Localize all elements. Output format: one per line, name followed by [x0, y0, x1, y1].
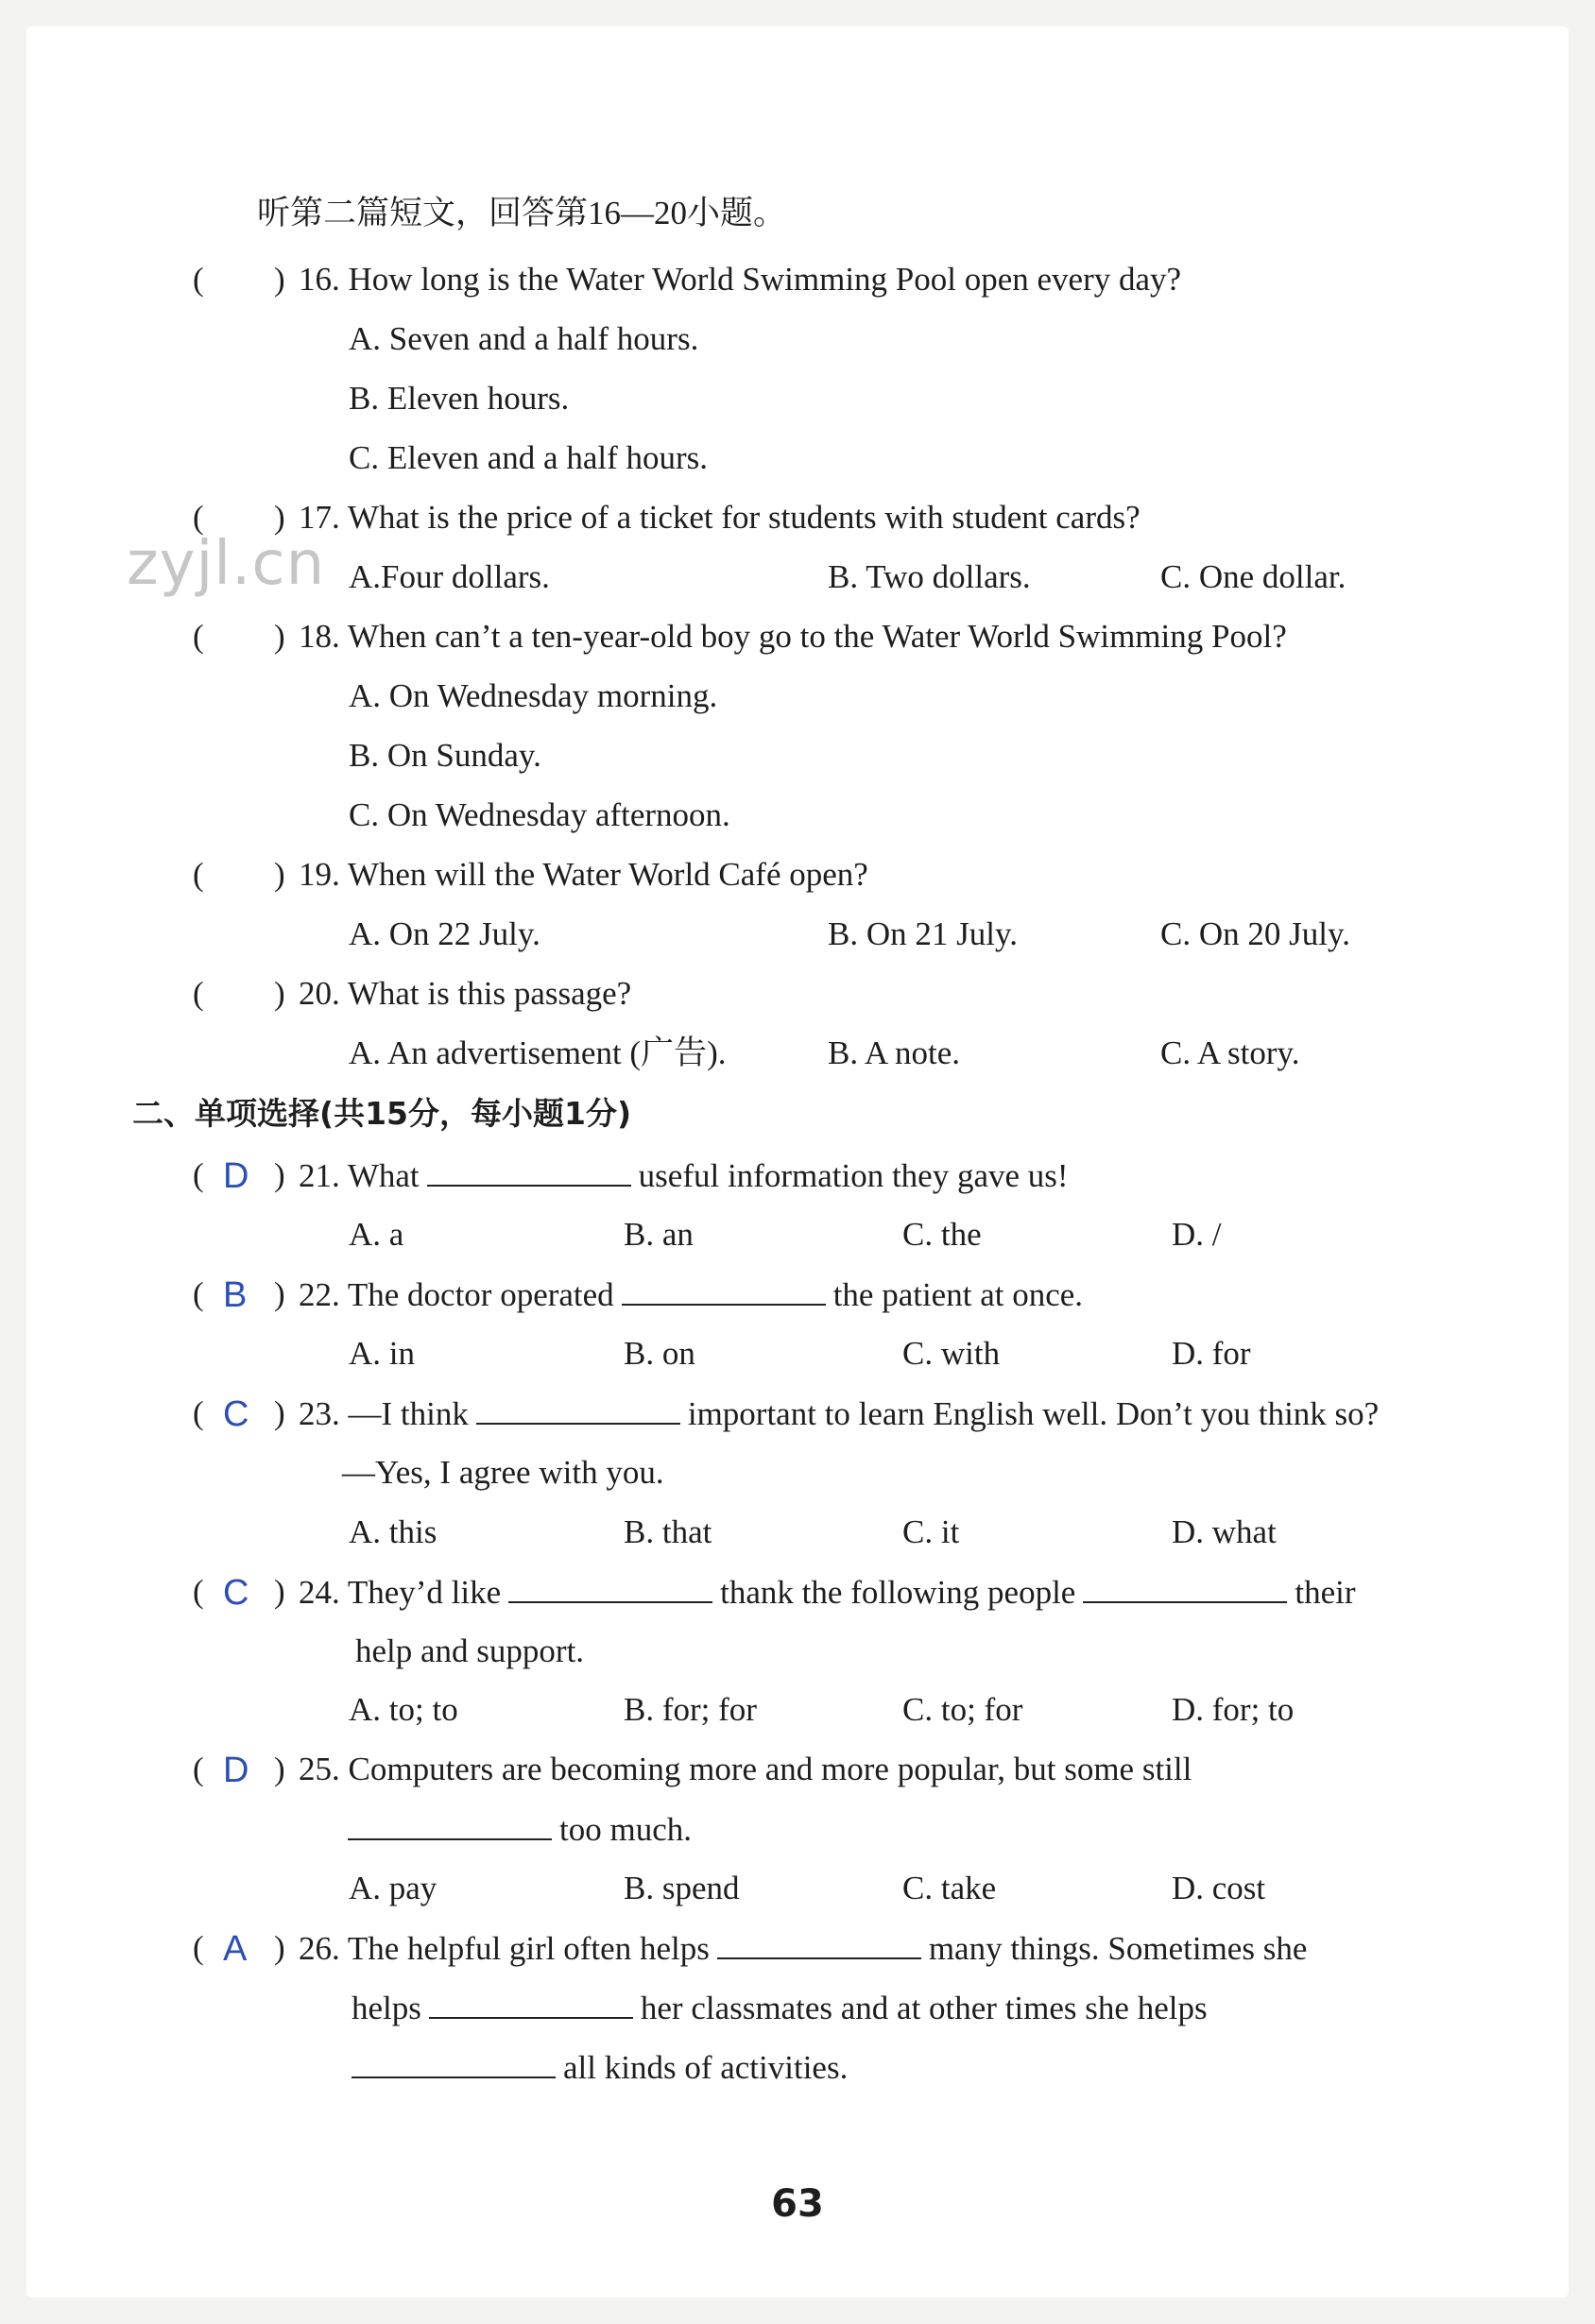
q23-line2: —Yes, I agree with you.	[342, 1454, 664, 1491]
q24-stem-post: their	[1295, 1574, 1356, 1611]
choice-section-heading: 二、单项选择(共15分，每小题1分)	[132, 1095, 632, 1132]
q26-line2-pre: helps	[352, 1990, 421, 2026]
q24-paren-close: )	[274, 1573, 285, 1610]
listening-heading: 听第二篇短文，回答第16—20小题。	[257, 195, 787, 231]
q20-paren-open: (	[193, 975, 204, 1012]
q22-option-c: C. with	[902, 1335, 1001, 1372]
q24-stem	[299, 1575, 1355, 1609]
q18-stem: 18. When can’t a ten-year-old boy go to the Water World Swimming Pool?	[299, 618, 1287, 655]
q18-option-a: A. On Wednesday morning.	[349, 677, 718, 714]
q19-option-c: C. On 20 July.	[1160, 915, 1350, 952]
q19-option-a: A. On 22 July.	[349, 915, 540, 952]
q26-line2-post: her classmates and at other times she helps	[640, 1990, 1208, 2026]
q17-option-c: C. One dollar.	[1160, 558, 1346, 595]
q19-paren-open: (	[193, 856, 204, 893]
q22-paren-open: (	[193, 1275, 204, 1312]
q21-option-b: B. an	[624, 1216, 694, 1253]
q24-blank-2	[1083, 1575, 1287, 1603]
q21-stem	[299, 1158, 1069, 1192]
q24-option-c: C. to; for	[902, 1691, 1023, 1728]
q23-paren-open: (	[193, 1394, 204, 1431]
q17-paren-close: )	[274, 499, 285, 536]
q26-line3-text: all kinds of activities.	[563, 2049, 849, 2086]
q26-line3	[352, 2050, 848, 2084]
q24-line2: help and support.	[355, 1632, 585, 1669]
q24-blank-1	[508, 1575, 712, 1603]
q25-answer: D	[223, 1751, 249, 1790]
q19-stem: 19. When will the Water World Café open?	[299, 856, 868, 893]
q25-option-d: D. cost	[1172, 1870, 1266, 1906]
q16-option-c: C. Eleven and a half hours.	[349, 439, 709, 476]
q26-blank-3	[352, 2050, 556, 2078]
q21-stem-post: useful information they gave us!	[638, 1157, 1069, 1194]
q17-option-b: B. Two dollars.	[828, 558, 1031, 595]
q16-option-b: B. Eleven hours.	[349, 380, 570, 417]
q21-answer: D	[223, 1156, 249, 1196]
q25-option-a: A. pay	[349, 1870, 437, 1906]
q20-option-c: C. A story.	[1160, 1034, 1300, 1071]
q17-option-a: A.Four dollars.	[349, 558, 550, 595]
q24-paren-open: (	[193, 1573, 204, 1610]
q24-stem-pre: 24. They’d like	[299, 1574, 502, 1611]
q26-answer: A	[223, 1929, 248, 1969]
q25-paren-close: )	[274, 1751, 285, 1787]
q24-stem-mid: thank the following people	[720, 1574, 1076, 1611]
q16-paren-close: )	[274, 261, 285, 298]
q22-answer: B	[223, 1275, 248, 1315]
q16-paren-open: (	[193, 261, 204, 298]
q23-stem-post: important to learn English well. Don’t you think so?	[687, 1395, 1380, 1432]
q22-paren-close: )	[274, 1275, 285, 1312]
q25-blank	[348, 1812, 552, 1840]
q25-paren-open: (	[193, 1751, 204, 1787]
q21-paren-close: )	[274, 1156, 285, 1193]
q22-option-b: B. on	[624, 1335, 695, 1372]
q23-option-c: C. it	[902, 1513, 960, 1550]
q25-stem: 25. Computers are becoming more and more popular, but some still	[299, 1751, 1192, 1787]
q26-paren-open: (	[193, 1929, 204, 1966]
q24-option-a: A. to; to	[349, 1691, 458, 1728]
q22-option-a: A. in	[349, 1335, 415, 1372]
q26-stem	[299, 1931, 1307, 1965]
q17-stem: 17. What is the price of a ticket for students with student cards?	[299, 499, 1141, 536]
q22-stem-pre: 22. The doctor operated	[299, 1276, 614, 1313]
q19-option-b: B. On 21 July.	[828, 915, 1018, 952]
q20-paren-close: )	[274, 975, 285, 1012]
watermark: zyjl.cn	[127, 529, 326, 599]
q21-option-c: C. the	[902, 1216, 982, 1253]
q24-answer: C	[223, 1573, 249, 1613]
q16-stem: 16. How long is the Water World Swimming Pool open every day?	[299, 261, 1182, 298]
q25-option-b: B. spend	[624, 1870, 740, 1906]
q21-stem-pre: 21. What	[299, 1157, 420, 1194]
q26-stem-post: many things. Sometimes she	[928, 1930, 1308, 1967]
q18-option-c: C. On Wednesday afternoon.	[349, 796, 730, 833]
q26-line2	[352, 1991, 1208, 2025]
q18-paren-close: )	[274, 618, 285, 655]
q26-blank-2	[429, 1991, 633, 2019]
q22-option-d: D. for	[1172, 1335, 1251, 1372]
q23-stem-pre: 23. —I think	[299, 1395, 469, 1432]
q25-option-c: C. take	[902, 1870, 997, 1906]
q21-blank	[427, 1158, 631, 1187]
q24-option-b: B. for; for	[624, 1691, 757, 1728]
q22-stem	[299, 1277, 1083, 1311]
q20-option-b: B. A note.	[828, 1034, 961, 1071]
q20-stem: 20. What is this passage?	[299, 975, 632, 1012]
q18-option-b: B. On Sunday.	[349, 737, 541, 774]
q25-line2	[348, 1812, 692, 1846]
q23-option-d: D. what	[1172, 1513, 1277, 1550]
q23-stem	[299, 1396, 1379, 1430]
q26-stem-pre: 26. The helpful girl often helps	[299, 1930, 710, 1967]
q22-stem-post: the patient at once.	[832, 1276, 1084, 1313]
q25-line2-text: too much.	[559, 1811, 692, 1848]
q23-paren-close: )	[274, 1394, 285, 1431]
page-number: 63	[771, 2182, 824, 2226]
q19-paren-close: )	[274, 856, 285, 893]
q23-blank	[476, 1396, 680, 1425]
q23-option-b: B. that	[624, 1513, 712, 1550]
q16-option-a: A. Seven and a half hours.	[349, 320, 699, 357]
q21-option-a: A. a	[349, 1216, 404, 1253]
q22-blank	[622, 1277, 826, 1306]
q21-paren-open: (	[193, 1156, 204, 1193]
q17-paren-open: (	[193, 499, 204, 536]
q21-option-d: D. /	[1172, 1216, 1222, 1253]
q24-option-d: D. for; to	[1172, 1691, 1295, 1728]
q26-blank-1	[717, 1931, 921, 1959]
q20-option-a: A. An advertisement (广告).	[349, 1034, 727, 1071]
q18-paren-open: (	[193, 618, 204, 655]
q23-answer: C	[223, 1394, 249, 1434]
q26-paren-close: )	[274, 1929, 285, 1966]
q23-option-a: A. this	[349, 1513, 437, 1550]
